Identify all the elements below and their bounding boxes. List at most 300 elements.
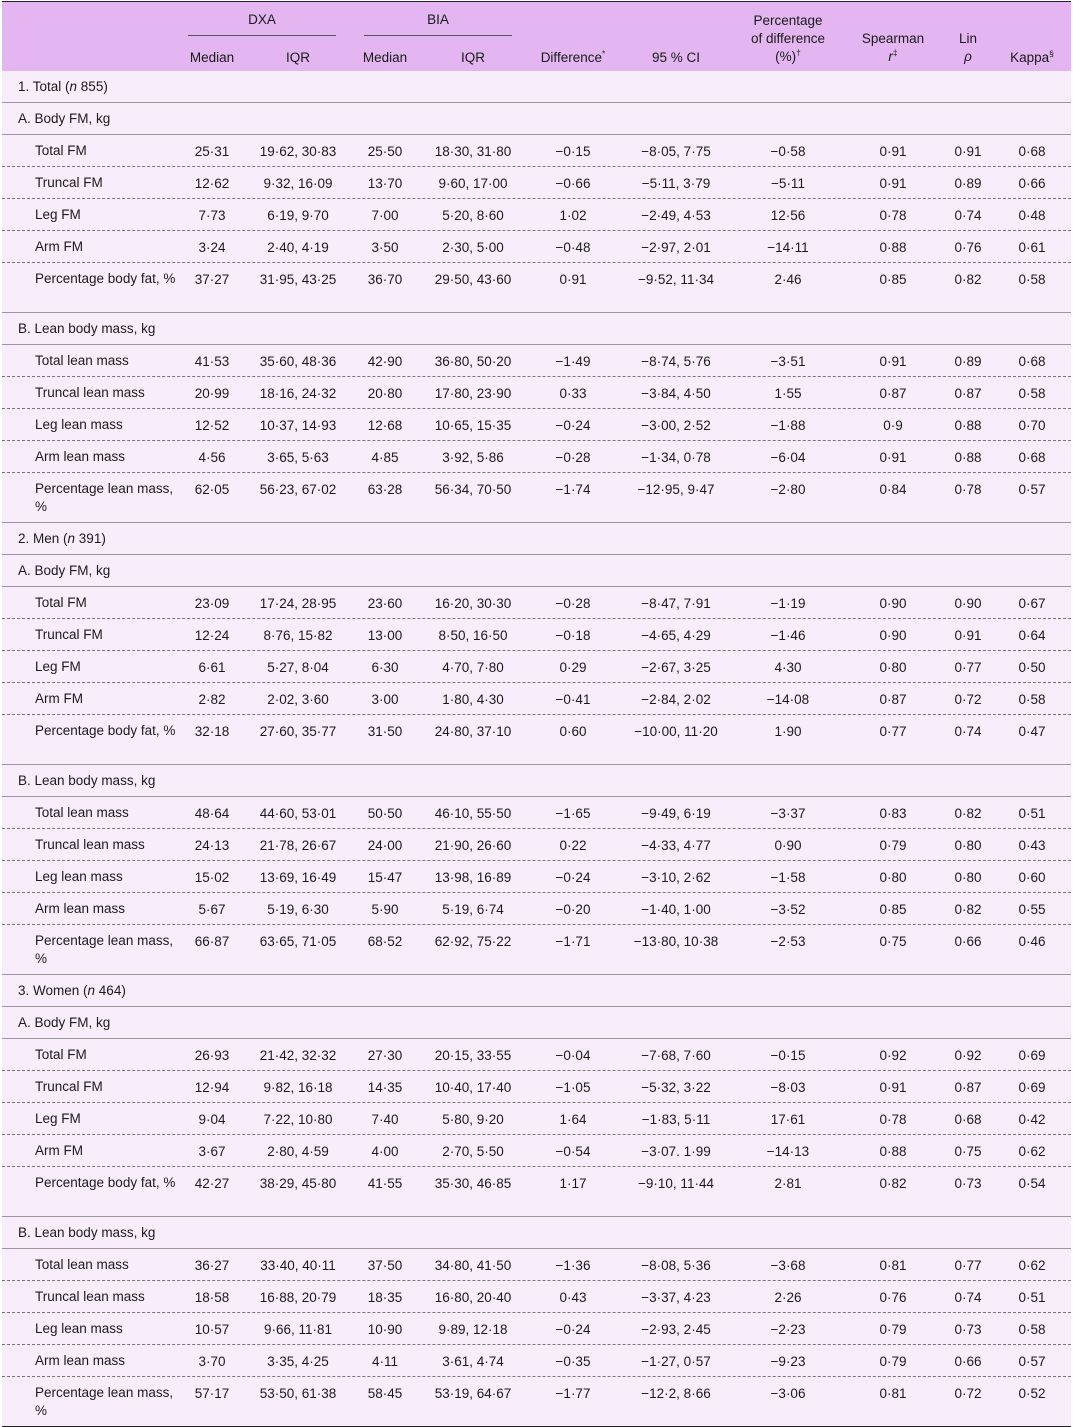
cell-difference: 1·17 xyxy=(559,1176,587,1191)
cell-bia-median: 4·85 xyxy=(371,450,399,465)
cell-lin-rho: 0·73 xyxy=(954,1322,982,1337)
cell-spearman-r: 0·88 xyxy=(879,1144,907,1159)
cell-pct-difference: 2·26 xyxy=(774,1290,802,1305)
header-spearman-text: Spearman xyxy=(861,31,925,46)
cell-spearman-r: 0·79 xyxy=(879,1354,907,1369)
cell-dxa-median: 3·24 xyxy=(198,240,226,255)
row-label: Arm FM xyxy=(35,691,83,706)
cell-dxa-iqr: 17·24, 28·95 xyxy=(259,596,337,611)
header-spearman xyxy=(848,30,938,66)
group-row xyxy=(2,71,1071,103)
cell-dxa-iqr: 21·42, 32·32 xyxy=(259,1048,337,1063)
cell-difference: 0·33 xyxy=(559,386,587,401)
cell-dxa-iqr: 18·16, 24·32 xyxy=(259,386,337,401)
cell-lin-rho: 0·68 xyxy=(954,1112,982,1127)
table-row xyxy=(2,199,1071,231)
cell-dxa-median: 6·61 xyxy=(198,660,226,675)
table-row xyxy=(2,651,1071,683)
cell-ci-95: −8·47, 7·91 xyxy=(641,596,711,611)
cell-kappa: 0·50 xyxy=(1018,660,1046,675)
header-dxa-iqr: IQR xyxy=(285,50,310,65)
cell-dxa-iqr: 6·19, 9·70 xyxy=(267,208,329,223)
cell-spearman-r: 0·85 xyxy=(879,902,907,917)
group-label-n: n xyxy=(67,531,76,546)
cell-bia-median: 20·80 xyxy=(367,386,403,401)
cell-pct-difference: −0·58 xyxy=(770,144,806,159)
cell-bia-median: 4·00 xyxy=(371,1144,399,1159)
cell-dxa-iqr: 13·69, 16·49 xyxy=(259,870,337,885)
cell-lin-rho: 0·91 xyxy=(954,628,982,643)
header-dxa-rule xyxy=(188,35,336,36)
row-label: Truncal lean mass xyxy=(35,1289,145,1304)
cell-lin-rho: 0·87 xyxy=(954,1080,982,1095)
table-row xyxy=(2,1167,1071,1217)
cell-kappa: 0·60 xyxy=(1018,870,1046,885)
cell-bia-iqr: 2·30, 5·00 xyxy=(442,240,504,255)
cell-bia-iqr: 20·15, 33·55 xyxy=(434,1048,512,1063)
cell-kappa: 0·67 xyxy=(1018,596,1046,611)
cell-bia-iqr: 17·80, 23·90 xyxy=(434,386,512,401)
cell-ci-95: −4·65, 4·29 xyxy=(641,628,711,643)
cell-bia-median: 4·11 xyxy=(371,1354,399,1369)
cell-kappa: 0·48 xyxy=(1018,208,1046,223)
section-title: B. Lean body mass, kg xyxy=(18,1225,156,1240)
cell-dxa-iqr: 35·60, 48·36 xyxy=(259,354,337,369)
cell-ci-95: −7·68, 7·60 xyxy=(641,1048,711,1063)
cell-lin-rho: 0·77 xyxy=(954,660,982,675)
header-kappa-mark: § xyxy=(1049,48,1054,59)
header-pct-diff xyxy=(726,12,850,66)
cell-dxa-median: 2·82 xyxy=(198,692,226,707)
cell-bia-median: 23·60 xyxy=(367,596,403,611)
cell-lin-rho: 0·72 xyxy=(954,692,982,707)
cell-dxa-iqr: 3·65, 5·63 xyxy=(267,450,329,465)
cell-difference: 0·91 xyxy=(559,272,587,287)
header-lin-text: Lin xyxy=(958,31,977,46)
cell-lin-rho: 0·78 xyxy=(954,482,982,497)
cell-bia-iqr: 46·10, 55·50 xyxy=(434,806,512,821)
header-pct-diff-mark: † xyxy=(796,47,801,58)
row-label: Percentage body fat, % xyxy=(35,1175,176,1190)
cell-dxa-median: 18·58 xyxy=(194,1290,230,1305)
table-row xyxy=(2,1345,1071,1377)
table-row xyxy=(2,167,1071,199)
cell-bia-iqr: 9·89, 12·18 xyxy=(438,1322,508,1337)
table-row xyxy=(2,1313,1071,1345)
cell-spearman-r: 0·83 xyxy=(879,806,907,821)
table-row xyxy=(2,231,1071,263)
cell-spearman-r: 0·9 xyxy=(883,418,903,433)
cell-dxa-median: 42·27 xyxy=(194,1176,230,1191)
cell-bia-iqr: 3·92, 5·86 xyxy=(442,450,504,465)
cell-dxa-median: 3·67 xyxy=(198,1144,226,1159)
cell-ci-95: −3·00, 2·52 xyxy=(641,418,711,433)
cell-dxa-iqr: 3·35, 4·25 xyxy=(267,1354,329,1369)
cell-dxa-iqr: 21·78, 26·67 xyxy=(259,838,337,853)
table-row xyxy=(2,473,1071,523)
cell-dxa-median: 4·56 xyxy=(198,450,226,465)
cell-bia-iqr: 9·60, 17·00 xyxy=(438,176,508,191)
cell-ci-95: −1·83, 5·11 xyxy=(641,1112,711,1127)
table-row xyxy=(2,683,1071,715)
cell-bia-median: 27·30 xyxy=(367,1048,403,1063)
cell-kappa: 0·58 xyxy=(1018,1322,1046,1337)
cell-bia-iqr: 8·50, 16·50 xyxy=(438,628,508,643)
row-label: Total lean mass xyxy=(35,353,129,368)
row-label: Total FM xyxy=(35,1047,87,1062)
cell-bia-iqr: 24·80, 37·10 xyxy=(434,724,512,739)
header-dxa-median: Median xyxy=(189,50,235,65)
cell-difference: −0·24 xyxy=(555,870,591,885)
cell-dxa-median: 25·31 xyxy=(194,144,230,159)
cell-bia-iqr: 35·30, 46·85 xyxy=(434,1176,512,1191)
cell-lin-rho: 0·91 xyxy=(954,144,982,159)
table-row xyxy=(2,829,1071,861)
cell-pct-difference: −5·11 xyxy=(771,176,805,191)
cell-dxa-median: 5·67 xyxy=(198,902,226,917)
section-title: B. Lean body mass, kg xyxy=(18,773,156,788)
cell-ci-95: −1·40, 1·00 xyxy=(641,902,711,917)
cell-bia-median: 41·55 xyxy=(367,1176,403,1191)
cell-dxa-iqr: 9·32, 16·09 xyxy=(263,176,333,191)
row-label: Leg lean mass xyxy=(35,869,123,884)
cell-spearman-r: 0·78 xyxy=(879,1112,907,1127)
cell-lin-rho: 0·80 xyxy=(954,870,982,885)
cell-lin-rho: 0·82 xyxy=(954,806,982,821)
section-title: A. Body FM, kg xyxy=(18,563,111,578)
section-title: A. Body FM, kg xyxy=(18,1015,111,1030)
group-label-count: 464) xyxy=(95,983,126,998)
cell-dxa-median: 15·02 xyxy=(194,870,230,885)
cell-lin-rho: 0·80 xyxy=(954,838,982,853)
header-difference xyxy=(520,49,626,67)
cell-spearman-r: 0·75 xyxy=(879,934,907,949)
table-row xyxy=(2,619,1071,651)
row-label: Leg lean mass xyxy=(35,1321,123,1336)
cell-kappa: 0·70 xyxy=(1018,418,1046,433)
cell-bia-median: 6·30 xyxy=(371,660,399,675)
cell-spearman-r: 0·79 xyxy=(879,838,907,853)
cell-difference: −0·18 xyxy=(555,628,591,643)
header-spearman-r xyxy=(848,48,938,66)
cell-spearman-r: 0·91 xyxy=(879,176,907,191)
cell-spearman-r: 0·81 xyxy=(879,1258,907,1273)
cell-dxa-iqr: 16·88, 20·79 xyxy=(259,1290,337,1305)
header-pct-diff-line2: of difference xyxy=(750,31,826,46)
cell-lin-rho: 0·90 xyxy=(954,596,982,611)
cell-bia-iqr: 53·19, 64·67 xyxy=(434,1386,512,1401)
cell-bia-median: 5·90 xyxy=(371,902,399,917)
cell-bia-median: 63·28 xyxy=(367,482,403,497)
row-label: Total lean mass xyxy=(35,1257,129,1272)
header-lin xyxy=(938,30,998,66)
row-label: Arm lean mass xyxy=(35,449,126,464)
cell-ci-95: −3·07. 1·99 xyxy=(641,1144,711,1159)
cell-bia-median: 24·00 xyxy=(367,838,403,853)
cell-ci-95: −5·11, 3·79 xyxy=(641,176,711,191)
cell-ci-95: −10·00, 11·20 xyxy=(634,724,718,739)
cell-bia-iqr: 3·61, 4·74 xyxy=(442,1354,504,1369)
row-label: Truncal lean mass xyxy=(35,837,145,852)
header-bia-median: Median xyxy=(362,50,408,65)
cell-dxa-median: 12·94 xyxy=(194,1080,230,1095)
table-row xyxy=(2,377,1071,409)
cell-dxa-median: 62·05 xyxy=(194,482,230,497)
cell-bia-iqr: 1·80, 4·30 xyxy=(442,692,504,707)
header-difference-mark: * xyxy=(601,48,606,59)
cell-dxa-iqr: 33·40, 40·11 xyxy=(260,1258,336,1273)
cell-dxa-median: 7·73 xyxy=(198,208,226,223)
cell-kappa: 0·62 xyxy=(1018,1144,1046,1159)
cell-spearman-r: 0·85 xyxy=(879,272,907,287)
cell-spearman-r: 0·91 xyxy=(879,144,907,159)
cell-spearman-r: 0·91 xyxy=(879,450,907,465)
cell-bia-iqr: 2·70, 5·50 xyxy=(442,1144,504,1159)
table-row xyxy=(2,1039,1071,1071)
row-label: Percentage lean mass, % xyxy=(35,481,174,514)
cell-difference: −1·74 xyxy=(555,482,591,497)
cell-pct-difference: −14·11 xyxy=(767,240,809,255)
cell-spearman-r: 0·82 xyxy=(879,1176,907,1191)
cell-lin-rho: 0·88 xyxy=(954,418,982,433)
cell-ci-95: −13·80, 10·38 xyxy=(633,934,719,949)
row-label: Total FM xyxy=(35,143,87,158)
section-row xyxy=(2,103,1071,135)
cell-dxa-iqr: 31·95, 43·25 xyxy=(259,272,337,287)
cell-dxa-iqr: 5·27, 8·04 xyxy=(267,660,329,675)
cell-kappa: 0·54 xyxy=(1018,1176,1046,1191)
cell-difference: 0·43 xyxy=(559,1290,587,1305)
cell-bia-median: 13·00 xyxy=(367,628,403,643)
cell-ci-95: −9·49, 6·19 xyxy=(641,806,711,821)
cell-bia-median: 37·50 xyxy=(367,1258,403,1273)
cell-pct-difference: 2·81 xyxy=(774,1176,802,1191)
cell-dxa-median: 12·62 xyxy=(194,176,230,191)
cell-ci-95: −8·05, 7·75 xyxy=(641,144,711,159)
cell-dxa-median: 9·04 xyxy=(198,1112,226,1127)
cell-lin-rho: 0·74 xyxy=(954,208,982,223)
cell-bia-iqr: 5·20, 8·60 xyxy=(442,208,504,223)
cell-kappa: 0·58 xyxy=(1018,692,1046,707)
cell-dxa-iqr: 63·65, 71·05 xyxy=(259,934,337,949)
group-row xyxy=(2,975,1071,1007)
group-row xyxy=(2,523,1071,555)
cell-spearman-r: 0·80 xyxy=(879,660,907,675)
cell-difference: −0·20 xyxy=(555,902,591,917)
cell-difference: 1·64 xyxy=(559,1112,587,1127)
header-bia: BIA xyxy=(427,12,449,27)
cell-bia-iqr: 10·65, 15·35 xyxy=(434,418,512,433)
cell-spearman-r: 0·92 xyxy=(879,1048,907,1063)
cell-difference: −0·15 xyxy=(555,144,591,159)
section-row xyxy=(2,555,1071,587)
cell-ci-95: −12·2, 8·66 xyxy=(641,1386,711,1401)
cell-difference: −1·49 xyxy=(555,354,591,369)
cell-spearman-r: 0·90 xyxy=(879,596,907,611)
cell-ci-95: −2·97, 2·01 xyxy=(641,240,711,255)
row-label: Total lean mass xyxy=(35,805,129,820)
cell-spearman-r: 0·79 xyxy=(879,1322,907,1337)
cell-kappa: 0·58 xyxy=(1018,272,1046,287)
cell-bia-median: 3·00 xyxy=(371,692,399,707)
cell-bia-iqr: 5·80, 9·20 xyxy=(442,1112,504,1127)
header-spearman-r-symbol: r xyxy=(888,49,893,64)
cell-bia-iqr: 16·20, 30·30 xyxy=(434,596,512,611)
cell-ci-95: −3·10, 2·62 xyxy=(641,870,711,885)
table-row xyxy=(2,587,1071,619)
cell-dxa-median: 36·27 xyxy=(194,1258,230,1273)
cell-difference: −1·05 xyxy=(555,1080,591,1095)
cell-bia-iqr: 56·34, 70·50 xyxy=(434,482,512,497)
cell-bia-median: 12·68 xyxy=(367,418,403,433)
cell-lin-rho: 0·75 xyxy=(954,1144,982,1159)
cell-bia-median: 68·52 xyxy=(367,934,403,949)
cell-kappa: 0·57 xyxy=(1018,482,1046,497)
cell-bia-iqr: 62·92, 75·22 xyxy=(434,934,512,949)
cell-spearman-r: 0·78 xyxy=(879,208,907,223)
table-row xyxy=(2,1135,1071,1167)
table-row xyxy=(2,135,1071,167)
cell-dxa-iqr: 44·60, 53·01 xyxy=(259,806,337,821)
cell-dxa-median: 37·27 xyxy=(194,272,230,287)
cell-lin-rho: 0·92 xyxy=(954,1048,982,1063)
cell-pct-difference: −2·53 xyxy=(770,934,806,949)
cell-spearman-r: 0·84 xyxy=(879,482,907,497)
cell-spearman-r: 0·87 xyxy=(879,692,907,707)
cell-spearman-r: 0·91 xyxy=(879,1080,907,1095)
cell-pct-difference: 2·46 xyxy=(774,272,802,287)
section-title: A. Body FM, kg xyxy=(18,111,111,126)
group-label-count: 855) xyxy=(77,79,108,94)
row-label: Truncal FM xyxy=(35,627,103,642)
cell-kappa: 0·58 xyxy=(1018,386,1046,401)
cell-dxa-median: 10·57 xyxy=(194,1322,230,1337)
cell-ci-95: −12·95, 9·47 xyxy=(637,482,715,497)
cell-pct-difference: −2·80 xyxy=(770,482,806,497)
cell-bia-median: 42·90 xyxy=(367,354,403,369)
cell-difference: 0·60 xyxy=(559,724,587,739)
row-label: Percentage lean mass, % xyxy=(35,933,174,966)
table-row xyxy=(2,409,1071,441)
cell-pct-difference: −8·03 xyxy=(770,1080,806,1095)
cell-bia-iqr: 29·50, 43·60 xyxy=(434,272,512,287)
cell-lin-rho: 0·76 xyxy=(954,240,982,255)
cell-ci-95: −2·93, 2·45 xyxy=(641,1322,711,1337)
cell-difference: −0·35 xyxy=(555,1354,591,1369)
cell-dxa-iqr: 9·66, 11·81 xyxy=(263,1322,333,1337)
cell-lin-rho: 0·82 xyxy=(954,902,982,917)
row-label: Arm lean mass xyxy=(35,1353,126,1368)
cell-bia-median: 10·90 xyxy=(367,1322,403,1337)
cell-bia-iqr: 21·90, 26·60 xyxy=(434,838,512,853)
cell-ci-95: −4·33, 4·77 xyxy=(641,838,711,853)
header-dxa: DXA xyxy=(248,12,276,27)
row-label: Total FM xyxy=(35,595,87,610)
cell-difference: −0·24 xyxy=(555,418,591,433)
cell-pct-difference: −2·23 xyxy=(770,1322,806,1337)
cell-dxa-median: 26·93 xyxy=(194,1048,230,1063)
cell-difference: −0·41 xyxy=(555,692,591,707)
row-label: Percentage body fat, % xyxy=(35,723,176,738)
cell-dxa-iqr: 9·82, 16·18 xyxy=(263,1080,333,1095)
group-label-count: 391) xyxy=(75,531,106,546)
cell-bia-iqr: 34·80, 41·50 xyxy=(434,1258,512,1273)
header-ci: 95 % CI xyxy=(651,50,701,65)
cell-ci-95: −8·74, 5·76 xyxy=(641,354,711,369)
cell-lin-rho: 0·73 xyxy=(954,1176,982,1191)
row-label: Truncal FM xyxy=(35,1079,103,1094)
cell-pct-difference: −1·88 xyxy=(770,418,806,433)
cell-difference: −0·54 xyxy=(555,1144,591,1159)
cell-kappa: 0·51 xyxy=(1018,806,1046,821)
cell-lin-rho: 0·87 xyxy=(954,386,982,401)
cell-difference: −0·28 xyxy=(555,596,591,611)
cell-pct-difference: 0·90 xyxy=(774,838,802,853)
table-row xyxy=(2,1071,1071,1103)
cell-ci-95: −2·49, 4·53 xyxy=(641,208,711,223)
cell-kappa: 0·46 xyxy=(1018,934,1046,949)
cell-bia-median: 25·50 xyxy=(367,144,403,159)
row-label: Arm lean mass xyxy=(35,901,126,916)
cell-lin-rho: 0·72 xyxy=(954,1386,982,1401)
cell-lin-rho: 0·66 xyxy=(954,934,982,949)
cell-pct-difference: −1·19 xyxy=(770,596,806,611)
cell-difference: −1·36 xyxy=(555,1258,591,1273)
group-label-prefix: 3. Women ( xyxy=(18,983,88,998)
cell-dxa-iqr: 10·37, 14·93 xyxy=(259,418,337,433)
cell-kappa: 0·57 xyxy=(1018,1354,1046,1369)
cell-pct-difference: −6·04 xyxy=(770,450,806,465)
cell-bia-iqr: 4·70, 7·80 xyxy=(442,660,504,675)
cell-kappa: 0·68 xyxy=(1018,450,1046,465)
table-header xyxy=(2,1,1071,73)
table-row xyxy=(2,715,1071,765)
cell-dxa-iqr: 2·80, 4·59 xyxy=(267,1144,329,1159)
cell-lin-rho: 0·74 xyxy=(954,724,982,739)
row-label: Percentage body fat, % xyxy=(35,271,176,286)
row-label: Truncal FM xyxy=(35,175,103,190)
cell-pct-difference: 1·55 xyxy=(774,386,802,401)
cell-lin-rho: 0·74 xyxy=(954,1290,982,1305)
cell-lin-rho: 0·66 xyxy=(954,1354,982,1369)
cell-pct-difference: −1·58 xyxy=(770,870,806,885)
cell-kappa: 0·68 xyxy=(1018,354,1046,369)
section-row xyxy=(2,1007,1071,1039)
header-bia-iqr: IQR xyxy=(460,50,485,65)
table-row xyxy=(2,441,1071,473)
group-label xyxy=(18,982,126,1000)
cell-pct-difference: −14·08 xyxy=(766,692,810,707)
section-row xyxy=(2,765,1071,797)
section-row xyxy=(2,1217,1071,1249)
cell-kappa: 0·61 xyxy=(1018,240,1046,255)
cell-spearman-r: 0·87 xyxy=(879,386,907,401)
cell-bia-median: 3·50 xyxy=(371,240,399,255)
cell-spearman-r: 0·88 xyxy=(879,240,907,255)
cell-pct-difference: −3·68 xyxy=(770,1258,806,1273)
cell-difference: −1·71 xyxy=(555,934,591,949)
cell-spearman-r: 0·81 xyxy=(879,1386,907,1401)
cell-pct-difference: 17·61 xyxy=(770,1112,806,1127)
cell-pct-difference: −1·46 xyxy=(770,628,806,643)
cell-kappa: 0·47 xyxy=(1018,724,1046,739)
cell-spearman-r: 0·91 xyxy=(879,354,907,369)
cell-pct-difference: 1·90 xyxy=(774,724,802,739)
cell-pct-difference: −3·52 xyxy=(770,902,806,917)
header-bia-rule xyxy=(364,35,512,36)
cell-lin-rho: 0·77 xyxy=(954,1258,982,1273)
group-label xyxy=(18,78,108,96)
